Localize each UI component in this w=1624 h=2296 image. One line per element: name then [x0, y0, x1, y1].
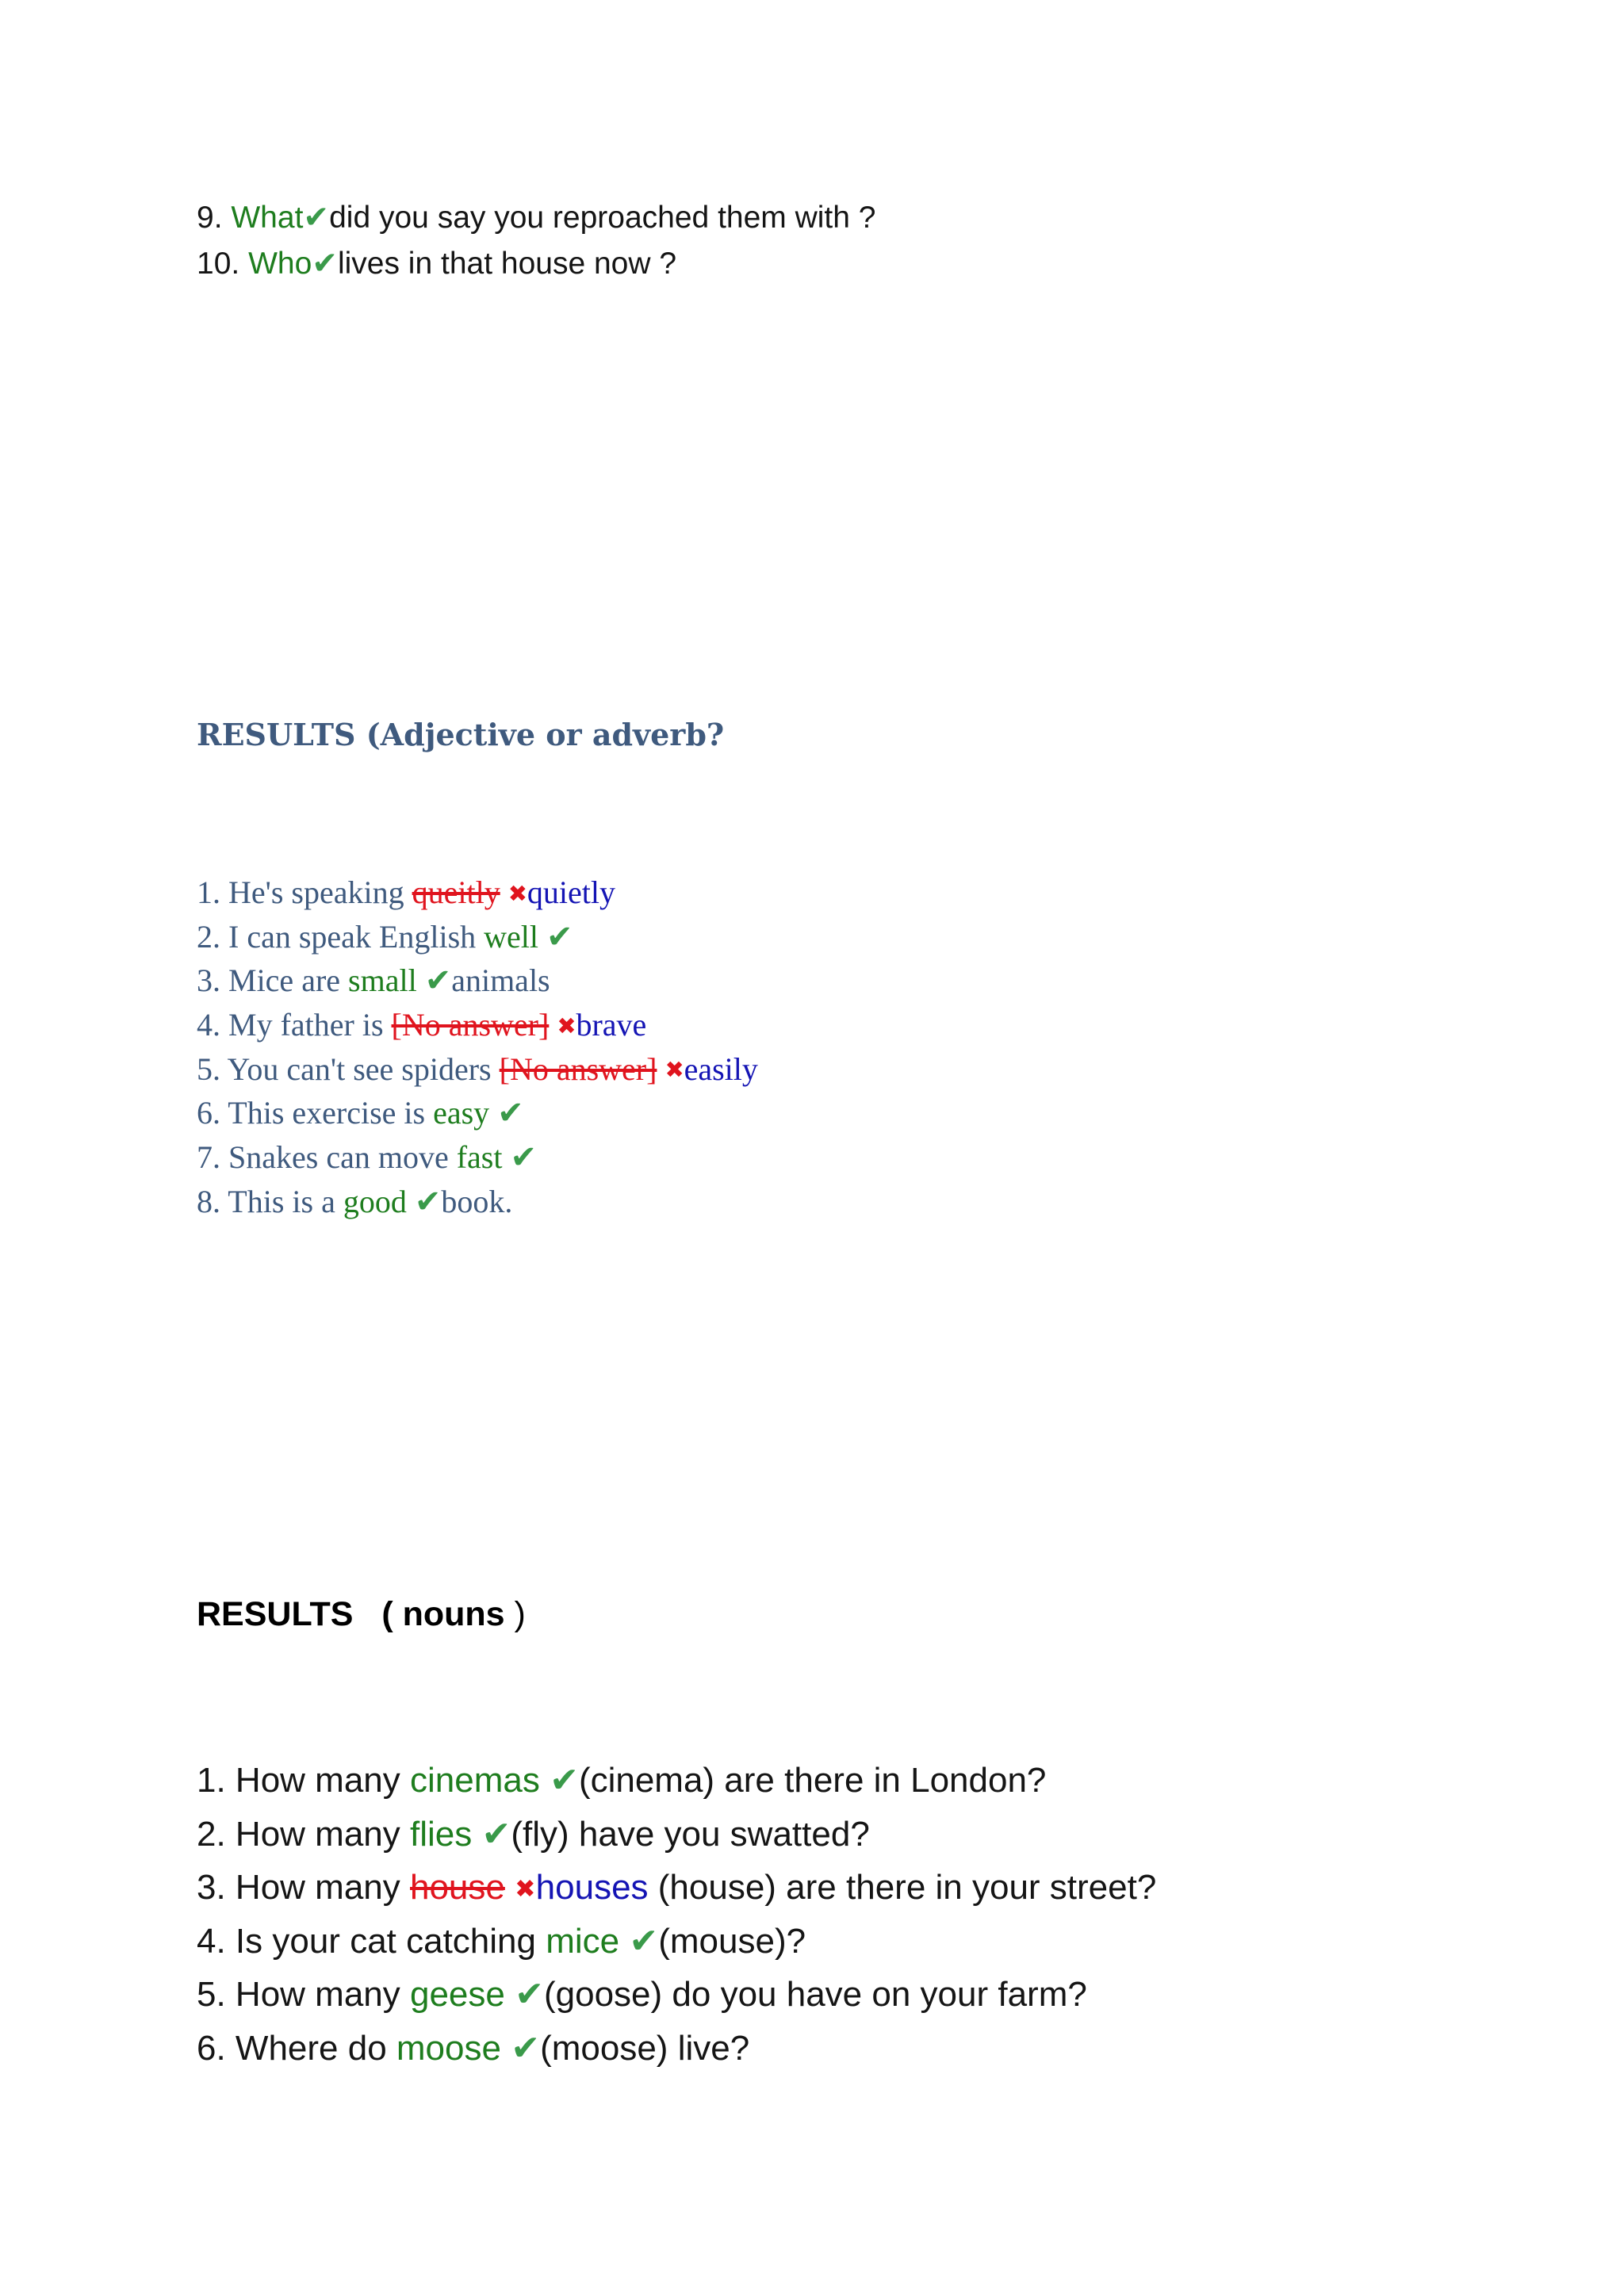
question-text: did you say you reproached them with ?: [329, 201, 876, 235]
item-text: book.: [441, 1183, 513, 1219]
check-icon: ✔: [550, 1761, 579, 1800]
result-item: [197, 2022, 1156, 2076]
answer-text: mice: [546, 1921, 620, 1961]
result-item: [197, 1808, 1156, 1862]
item-text: 6. Where do: [197, 2028, 396, 2068]
heading-paren: ): [504, 1595, 526, 1633]
item-text: 1. He's speaking: [197, 874, 412, 910]
wrong-answer: [No answer]: [391, 1007, 550, 1043]
item-text: 5. You can't see spiders: [197, 1050, 500, 1087]
result-item: [197, 1135, 758, 1180]
check-icon: ✔: [303, 201, 330, 235]
heading-text: RESULTS ( nouns: [197, 1595, 505, 1633]
wrong-answer: [No answer]: [499, 1050, 657, 1087]
result-item: [197, 1003, 758, 1047]
wrong-answer: queitly: [412, 874, 500, 910]
correct-answer: houses: [535, 1868, 649, 1908]
item-text: (goose) do you have on your farm?: [543, 1975, 1087, 2015]
item-number: 9.: [197, 201, 232, 235]
question-text: lives in that house now ?: [337, 247, 677, 281]
answer-text: good: [343, 1183, 407, 1219]
check-icon: ✔: [481, 1814, 511, 1854]
answer-text: geese: [409, 1975, 505, 2015]
cross-icon: ✖: [515, 1873, 536, 1903]
result-item: [197, 915, 758, 959]
item-text: 2. How many: [197, 1814, 410, 1854]
item-text: (mouse)?: [658, 1921, 806, 1961]
item-text: 1. How many: [197, 1761, 410, 1800]
item-text: 4. Is your cat catching: [197, 1921, 546, 1961]
check-icon: ✔: [497, 1095, 524, 1131]
answer-text: small: [348, 962, 417, 999]
result-item: [197, 1754, 1156, 1808]
item-text: 7. Snakes can move: [197, 1139, 457, 1176]
result-item: [197, 1915, 1156, 1969]
item-text: 3. How many: [197, 1868, 410, 1908]
wrong-answer: house: [409, 1868, 505, 1908]
check-icon: ✔: [510, 1139, 537, 1176]
cross-icon: ✖: [557, 1013, 576, 1039]
correct-answer: brave: [576, 1007, 647, 1043]
result-item: [197, 1968, 1156, 2022]
item-text: (fly) have you swatted?: [511, 1814, 870, 1854]
item-text: (house) are there in your street?: [648, 1868, 1157, 1908]
answer-text: fast: [456, 1139, 503, 1176]
answer-text: Who: [248, 247, 312, 281]
answer-text: easy: [433, 1095, 490, 1131]
result-item: [197, 1180, 758, 1224]
result-item: [197, 1861, 1156, 1915]
question-item-10: [197, 241, 876, 287]
result-item: [197, 1047, 758, 1092]
item-text: (moose) live?: [540, 2028, 750, 2068]
cross-icon: ✖: [508, 881, 527, 907]
adjective-results-heading: RESULTS (Adjective or adverb?: [197, 717, 725, 752]
answer-text: flies: [409, 1814, 473, 1854]
result-item: [197, 1091, 758, 1135]
check-icon: ✔: [515, 1975, 544, 2015]
nouns-results-list: [197, 1754, 1156, 2076]
result-item: [197, 959, 758, 1003]
item-text: 8. This is a: [197, 1183, 343, 1219]
questions-list: [197, 195, 876, 287]
cross-icon: ✖: [665, 1058, 684, 1084]
check-icon: ✔: [424, 962, 452, 999]
nouns-results-heading: [197, 1595, 526, 1634]
item-number: 10.: [197, 247, 249, 281]
check-icon: ✔: [511, 2028, 541, 2068]
check-icon: ✔: [629, 1921, 659, 1961]
item-text: 5. How many: [197, 1975, 410, 2015]
correct-answer: quietly: [527, 874, 615, 910]
answer-text: cinemas: [409, 1761, 540, 1800]
item-text: 2. I can speak English: [197, 918, 485, 955]
correct-answer: easily: [684, 1050, 758, 1087]
adjective-results-list: [197, 871, 758, 1224]
answer-text: What: [231, 201, 304, 235]
answer-text: well: [484, 918, 539, 955]
check-icon: ✔: [546, 918, 573, 955]
item-text: animals: [451, 962, 550, 999]
item-text: 3. Mice are: [197, 962, 349, 999]
result-item: [197, 871, 758, 915]
check-icon: ✔: [414, 1183, 442, 1219]
question-item-9: [197, 195, 876, 241]
item-text: 4. My father is: [197, 1007, 392, 1043]
answer-text: moose: [396, 2028, 501, 2068]
item-text: 6. This exercise is: [197, 1095, 434, 1131]
check-icon: ✔: [312, 247, 338, 281]
item-text: (cinema) are there in London?: [578, 1761, 1047, 1800]
